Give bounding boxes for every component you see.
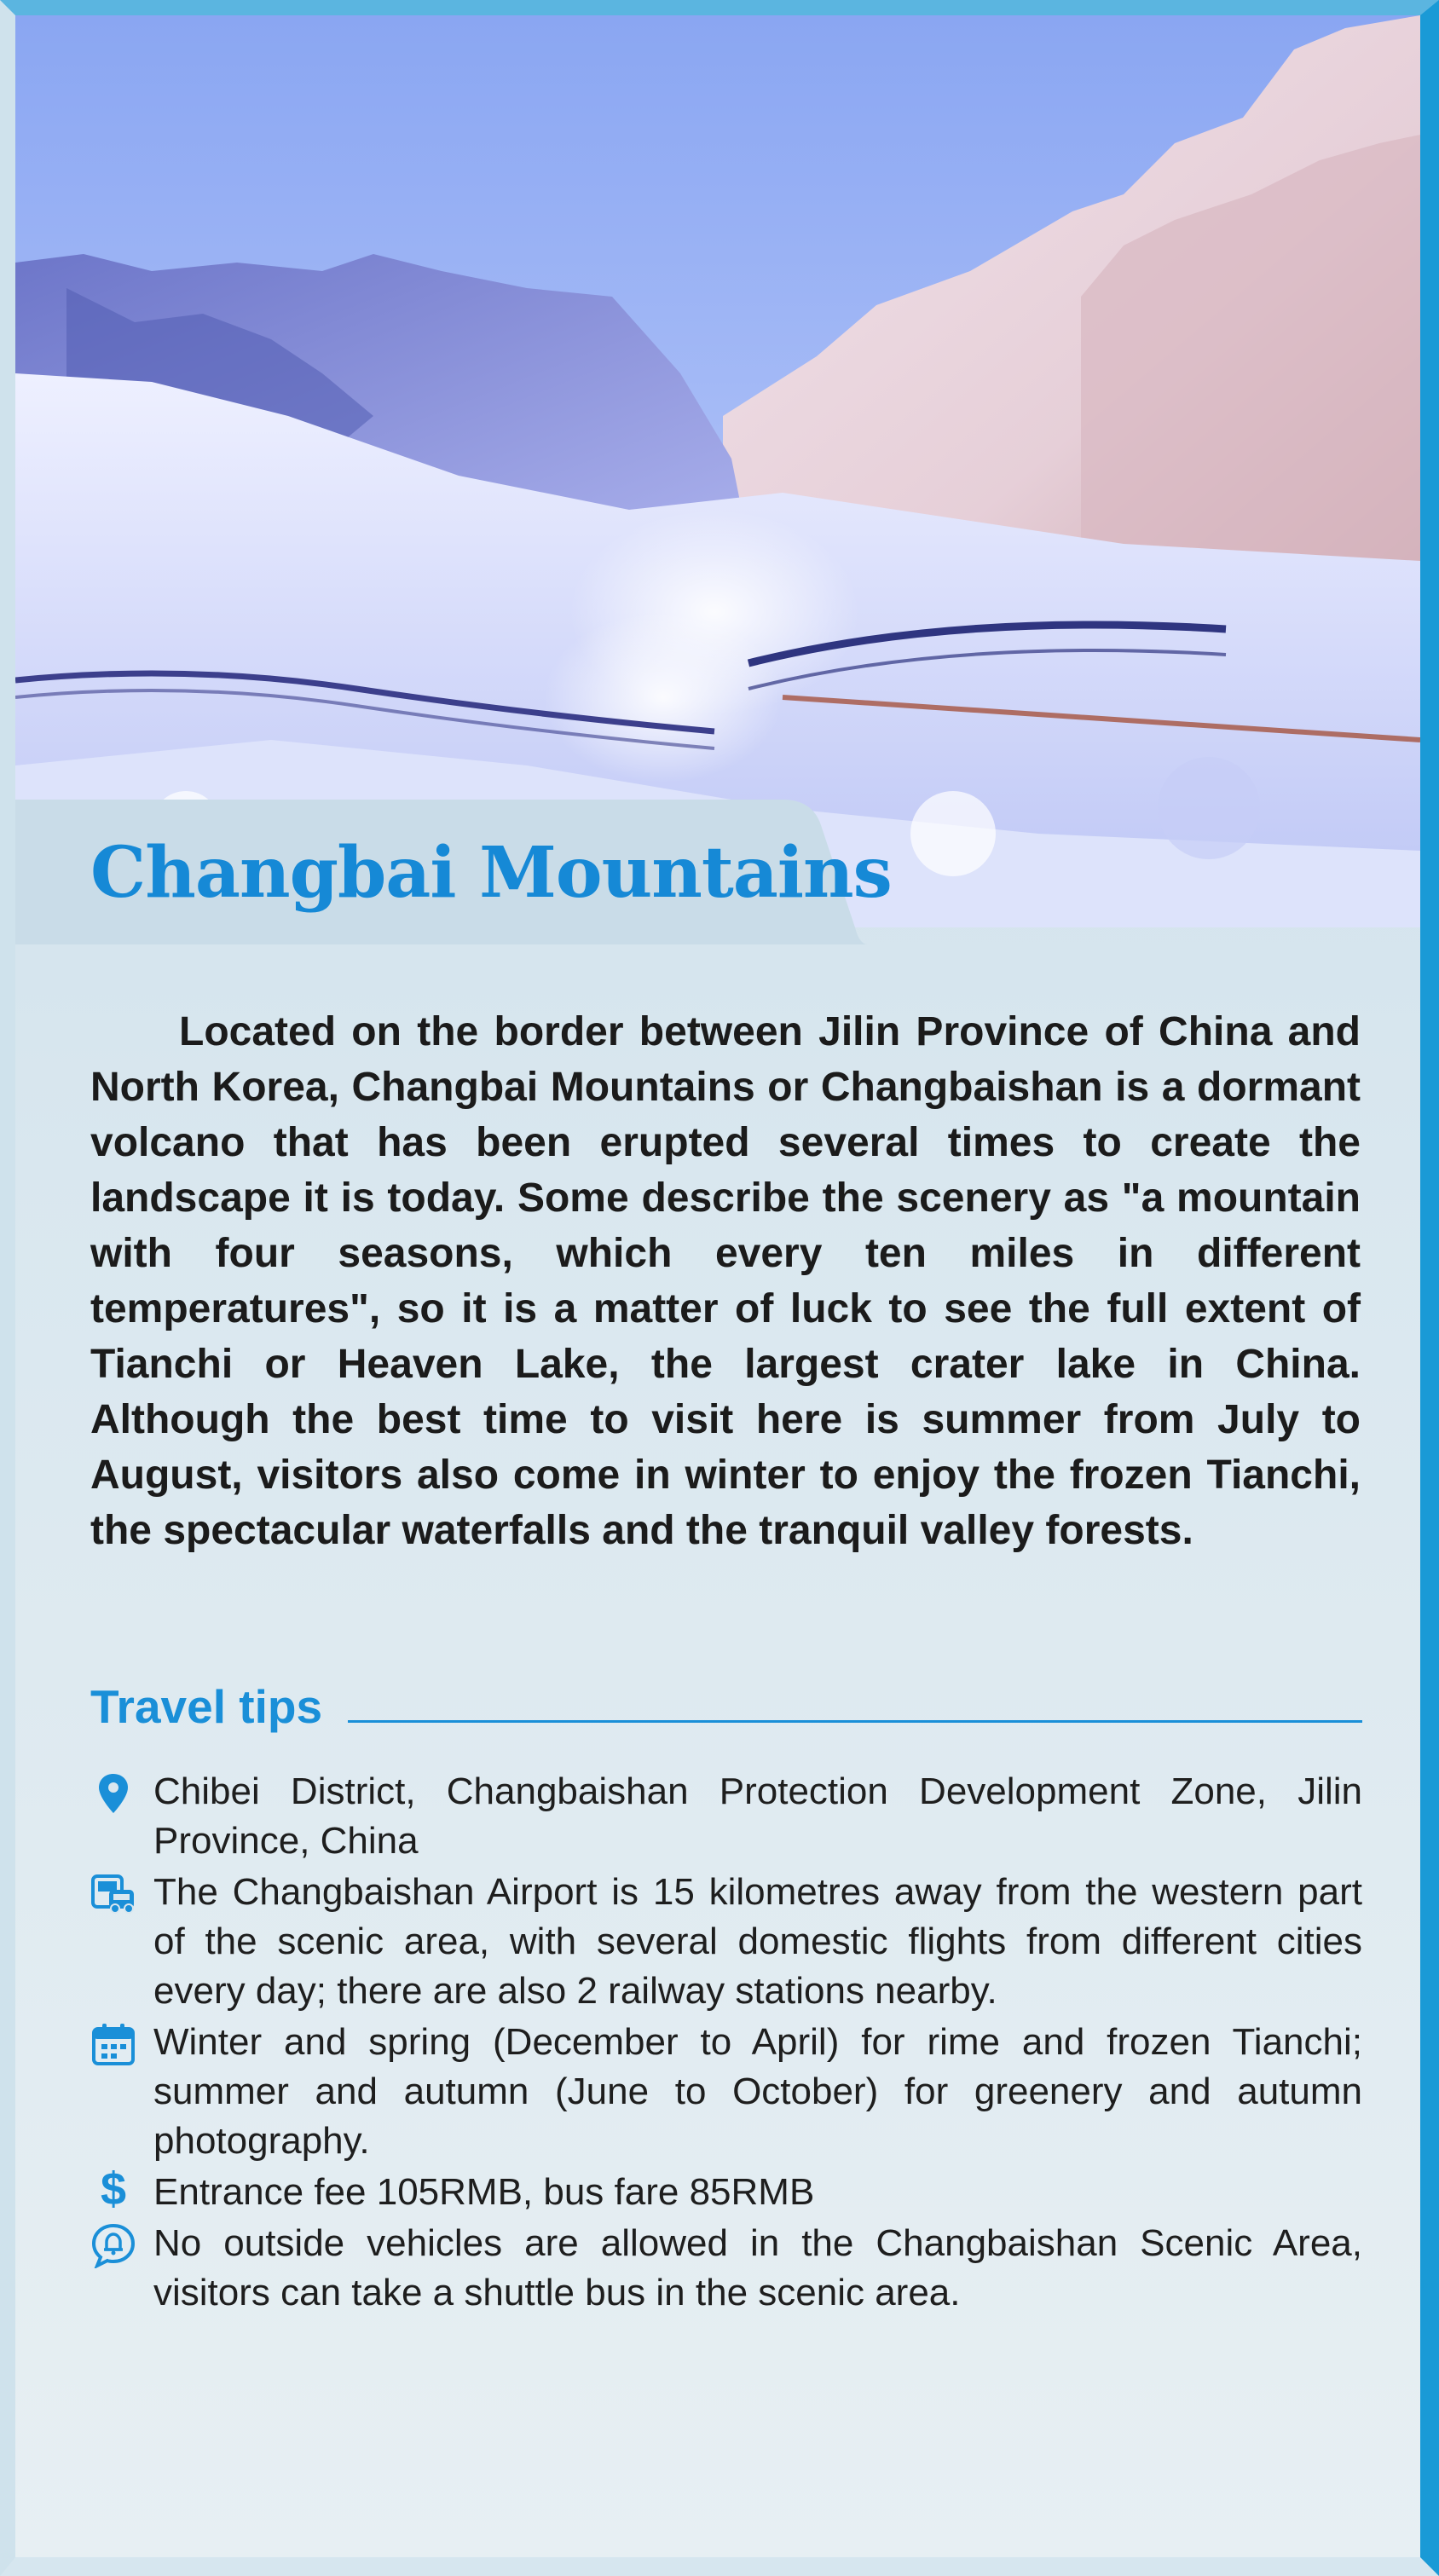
tip-text: No outside vehicles are allowed in the Changbaishan Scenic Area, visitors can take a shuttle bus in the scenic area. — [153, 2222, 1362, 2313]
travel-tips-heading: Travel tips — [90, 1680, 323, 1733]
location-pin-icon — [90, 1770, 136, 1816]
dollar-icon: $ — [100, 2163, 127, 2215]
bus-icon — [90, 1871, 136, 1917]
bell-bubble-icon — [90, 2222, 136, 2268]
page-title: Changbai Mountains — [90, 832, 892, 914]
description-paragraph: Located on the border between Jilin Province of China and North Korea, Changbai Mountains or Changbaishan is a dormant volcano that has been erupted several times to create the landscape it is today. Some describe the scenery as "a mountain with four seasons, which every ten miles in different temperatures", so it is a matter of luck to see the full extent of Tianchi or Heaven Lake, the largest crater lake in China. Although the best time to visit here is summer from July to August, visitors also come in winter to enjoy the frozen Tianchi, the spectacular waterfalls and the tranquil valley forests. — [90, 1009, 1361, 1553]
tip-text: Chibei District, Changbaishan Protection Development Zone, Jilin Province, China — [153, 1770, 1362, 1862]
tip-text: The Changbaishan Airport is 15 kilometres away from the western part of the scenic area, with several domestic flights from different cities every day; there are also 2 railway stations nearby. — [153, 1871, 1362, 2012]
tip-text: Winter and spring (December to April) for rime and frozen Tianchi; summer and autumn (June to October) for greenery and autumn photography. — [153, 2021, 1362, 2162]
hero-photo — [15, 15, 1420, 927]
tip-text: Entrance fee 105RMB, bus fare 85RMB — [153, 2171, 815, 2213]
travel-tips-header — [90, 1679, 1364, 1739]
travel-tips-divider — [348, 1720, 1362, 1723]
calendar-icon — [90, 2021, 136, 2067]
